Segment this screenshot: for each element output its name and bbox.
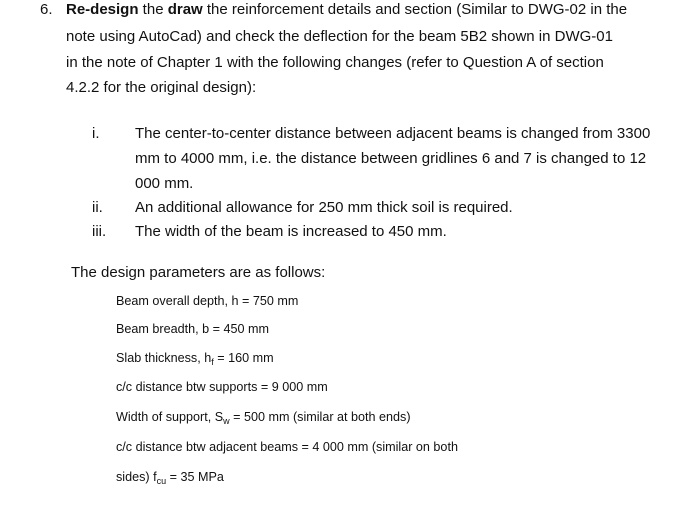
question-line-3: in the note of Chapter 1 with the following changes (refer to Question A of section <box>66 54 604 71</box>
question-bold-draw: draw <box>167 1 203 18</box>
param-supports-distance: c/c distance btw supports = 9 000 mm <box>116 380 328 394</box>
param-support-width <box>116 410 411 426</box>
question-text-the: the <box>138 1 168 18</box>
param-beams-distance-line-1: c/c distance btw adjacent beams = 4 000 mm (similar on both <box>116 440 458 454</box>
param-beam-breadth: Beam breadth, b = 450 mm <box>116 322 269 336</box>
question-line-4: 4.2.2 for the original design): <box>66 79 257 96</box>
slab-label: Slab thickness, h <box>116 351 212 365</box>
support-width-label: Width of support, S <box>116 410 224 424</box>
slab-value: = 160 mm <box>213 351 274 365</box>
question-bold-redesign: Re-design <box>66 1 139 18</box>
change-ii-line-1: An additional allowance for 250 mm thick soil is required. <box>135 199 513 216</box>
change-marker-ii: ii. <box>92 199 103 216</box>
change-marker-i: i. <box>92 125 100 142</box>
change-i-line-2: mm to 4000 mm, i.e. the distance between gridlines 6 and 7 is changed to 12 <box>135 150 647 167</box>
change-i-line-1: The center-to-center distance between adjacent beams is changed from 3300 <box>135 125 651 142</box>
question-line-1 <box>66 1 627 18</box>
change-iii-line-1: The width of the beam is increased to 450 mm. <box>135 223 447 240</box>
support-width-value: = 500 mm (similar at both ends) <box>229 410 411 424</box>
param-slab-thickness <box>116 351 274 367</box>
param-beams-distance-line-2 <box>116 470 224 486</box>
change-marker-iii: iii. <box>92 223 107 240</box>
fcu-value: = 35 MPa <box>166 470 224 484</box>
fcu-subscript: cu <box>156 476 167 486</box>
question-line-2: note using AutoCad) and check the deflection for the beam 5B2 shown in DWG-01 <box>66 28 613 45</box>
slab-subscript: f <box>211 357 214 367</box>
fcu-label: sides) f <box>116 470 157 484</box>
param-beam-depth: Beam overall depth, h = 750 mm <box>116 294 299 308</box>
change-i-line-3: 000 mm. <box>135 175 194 192</box>
support-width-subscript: w <box>223 416 230 426</box>
question-number: 6. <box>40 1 53 18</box>
question-text-rest: the reinforcement details and section (Similar to DWG-02 in the <box>202 1 628 18</box>
params-heading: The design parameters are as follows: <box>71 264 326 281</box>
